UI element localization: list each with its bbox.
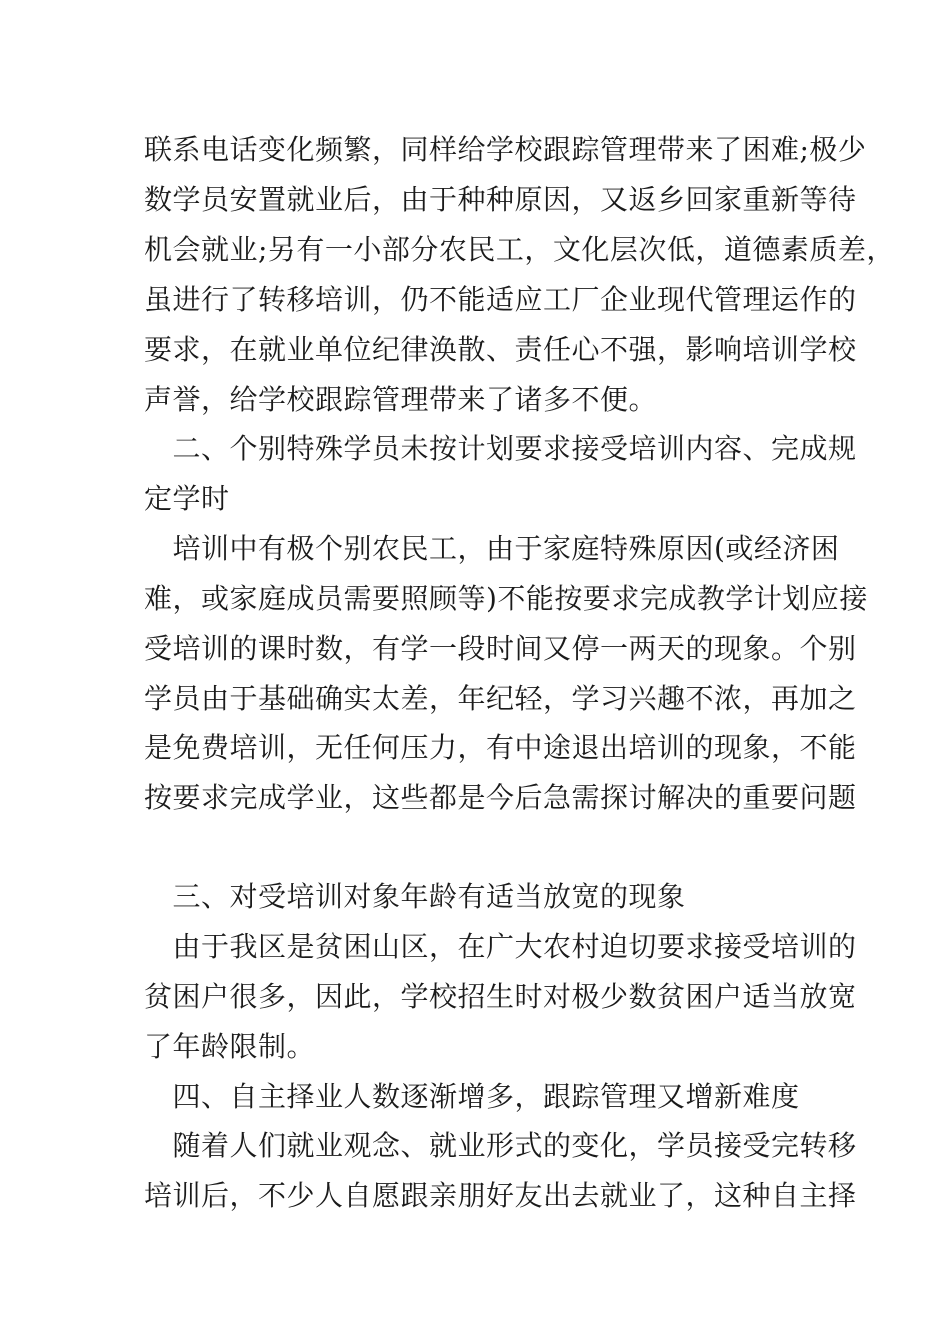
body-text-line: 了年龄限制。 bbox=[144, 1030, 316, 1063]
body-text-line: 随着人们就业观念、就业形式的变化，学员接受完转移 bbox=[144, 1129, 857, 1162]
body-text-line: 机会就业;另有一小部分农民工，文化层次低，道德素质差， bbox=[144, 233, 895, 266]
body-text-line: 培训后，不少人自愿跟亲朋好友出去就业了，这种自主择 bbox=[144, 1179, 857, 1212]
section-heading: 二、个别特殊学员未按计划要求接受培训内容、完成规 bbox=[144, 432, 857, 465]
body-text-line: 难，或家庭成员需要照顾等)不能按要求完成教学计划应接 bbox=[144, 582, 868, 615]
body-text-line: 联系电话变化频繁，同样给学校跟踪管理带来了困难;极少 bbox=[144, 133, 867, 166]
body-text-line: 声誉，给学校跟踪管理带来了诸多不便。 bbox=[144, 383, 658, 416]
section-heading: 三、对受培训对象年龄有适当放宽的现象 bbox=[144, 880, 686, 913]
body-text-line: 由于我区是贫困山区，在广大农村迫切要求接受培训的 bbox=[144, 930, 857, 963]
body-text-line: 数学员安置就业后，由于种种原因，又返乡回家重新等待 bbox=[144, 183, 857, 216]
body-text-line: 是免费培训，无任何压力，有中途退出培训的现象，不能 bbox=[144, 731, 857, 764]
body-text-line: 学员由于基础确实太差，年纪轻，学习兴趣不浓，再加之 bbox=[144, 682, 857, 715]
body-text-line: 培训中有极个别农民工，由于家庭特殊原因(或经济困 bbox=[144, 532, 840, 565]
section-heading: 定学时 bbox=[144, 482, 230, 515]
body-text-line: 虽进行了转移培训，仍不能适应工厂企业现代管理运作的 bbox=[144, 283, 857, 316]
body-text-line: 要求，在就业单位纪律涣散、责任心不强，影响培训学校 bbox=[144, 333, 857, 366]
section-heading: 四、自主择业人数逐渐增多，跟踪管理又增新难度 bbox=[144, 1080, 800, 1113]
body-text-line: 按要求完成学业，这些都是今后急需探讨解决的重要问题 bbox=[144, 781, 857, 814]
body-text-line: 贫困户很多，因此，学校招生时对极少数贫困户适当放宽 bbox=[144, 980, 857, 1013]
body-text-line: 受培训的课时数，有学一段时间又停一两天的现象。个别 bbox=[144, 632, 857, 665]
